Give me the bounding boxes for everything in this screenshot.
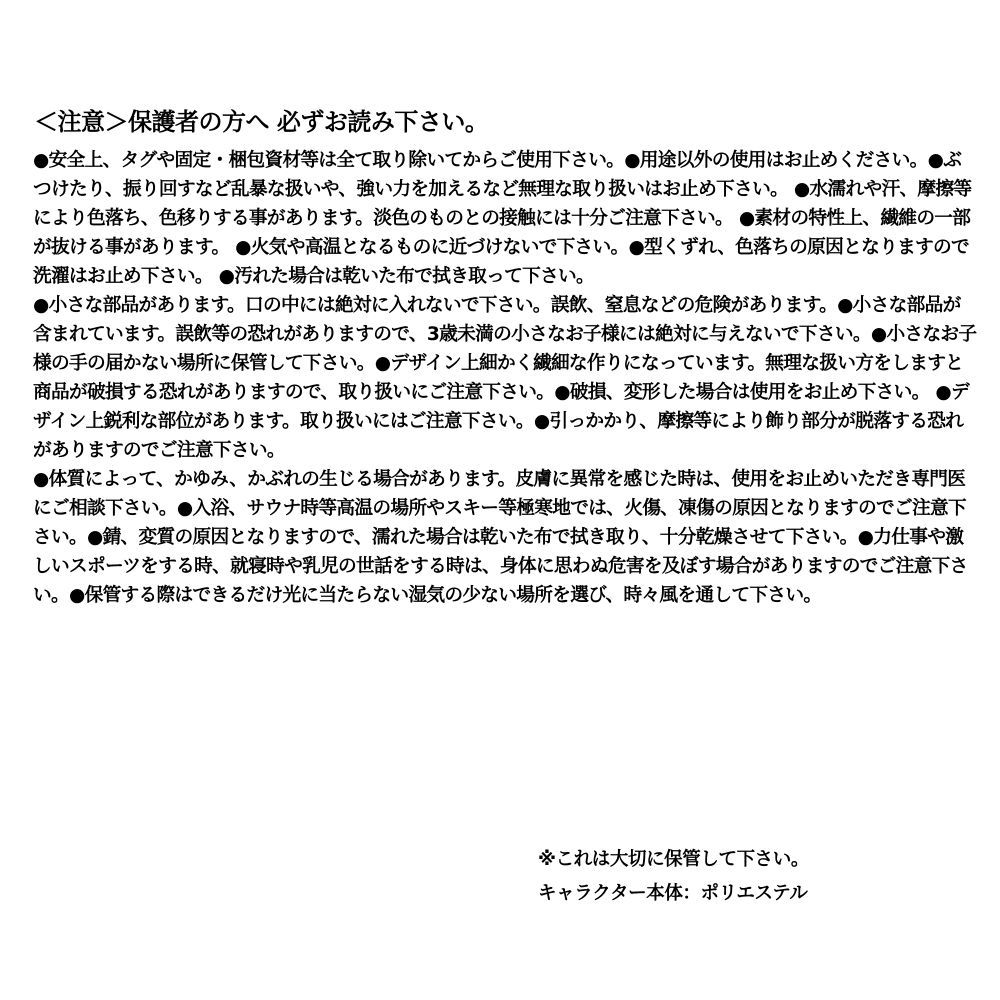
caution-paragraph-small-parts: ●小さな部品があります。口の中には絶対に入れないで下さい。誤飲、窒息などの危険があります。●小さな部品が含まれています。誤飲等の恐れがありますので、3歳未満の小さなお子様には絶対に与えないで下さい。●小さなお子様の手の届かない場所に保管して下さい。●デザイン上細かく繊細な作りになっています。無理な扱い方をしますと商品が破損する恐れがありますので、取り扱いにご注意下さい。●破損、変形した場合は使用をお止め下さい。 ●デザイン上鋭利な部位があります。取り扱いにはご注意下さい。●引っかかり、摩擦等により飾り部分が脱落する恐れがありますのでご注意下さい。 bbox=[33, 295, 977, 461]
footer-notes bbox=[538, 843, 978, 911]
caution-body bbox=[33, 146, 978, 610]
caution-paragraph-handling: ●安全上、タグや固定・梱包資材等は全て取り除いてからご使用下さい。●用途以外の使用はお止めください。●ぶつけたり、振り回すなど乱暴な扱いや、強い力を加えるなど無理な取り扱いはお止め下さい。 ●水濡れや汗、摩擦等により色落ち、色移りする事があります。淡色のものとの接触には十分ご注意下さい。 ●素材の特性上、繊維の一部が抜ける事があります。 ●火気や高温となるものに近づけないで下さい。●型くずれ、色落ちの原因となりますので洗濯はお止め下さい。 ●汚れた場合は乾いた布で拭き取って下さい。 bbox=[33, 150, 972, 287]
keep-note: ※これは大切に保管して下さい。 bbox=[538, 849, 809, 870]
notice-heading: ＜注意＞保護者の方へ 必ずお読み下さい。 bbox=[34, 108, 489, 136]
caution-paragraph-health-storage: ●体質によって、かゆみ、かぶれの生じる場合があります。皮膚に異常を感じた時は、使用をお止めいただき専門医にご相談下さい。●入浴、サウナ時等高温の場所やスキー等極寒地では、火傷、凍傷の原因となりますのでご注意下さい。●錆、変質の原因となりますので、濡れた場合は乾いた布で拭き取り、十分乾燥させて下さい。●力仕事や激しいスポーツをする時、就寝時や乳児の世話をする時は、身体に思わぬ危害を及ぼす場合がありますのでご注意下さい。●保管する際はできるだけ光に当たらない湿気の少ない場所を選び、時々風を通して下さい。 bbox=[33, 469, 968, 606]
material-note: キャラクター本体：ポリエステル bbox=[538, 883, 808, 904]
